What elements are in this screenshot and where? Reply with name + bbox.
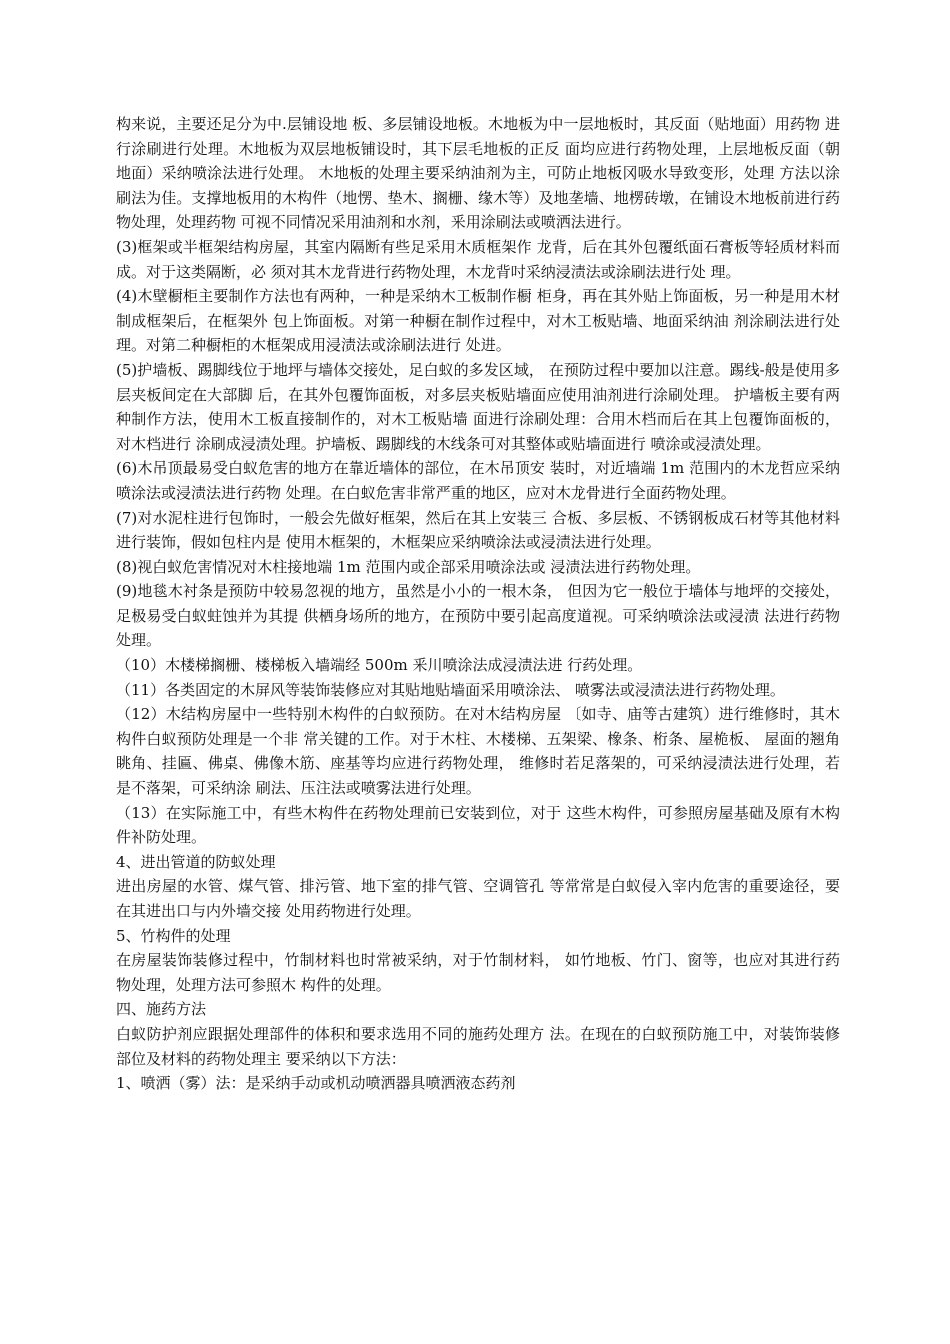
paragraph-item-12: （12）木结构房屋中一些特别木构件的白蚁预防。在对木结构房屋 〔如寺、庙等古建筑）进行维修时，其木构件白蚁预防处理是一个非 常关键的工作。对于木柱、木楼梯、五架梁、橡条、桁条、屋桅板、 屋面的翘角眺角、挂匾、佛桌、佛像木筋、座基等均应进行药物处理， 维修时若足落架的，可采纳浸渍法进行处理，若是不落架，可采纳涂 刷法、压注法或喷雾法进行处理。 (116, 705, 840, 798)
paragraph-item-4: (4)木壁橱柜主要制作方法也有两种，一种是采纳木工板制作橱 柜身，再在其外贴上饰面板，另一种是用木材制成框架后，在框架外 包上饰面板。对第一种橱在制作过程中，对木工板贴墙、地面采纳油 剂涂刷法进行处理。对第二种橱柜的木框架成用浸渍法或涂刷法进行 处进。 (116, 287, 840, 355)
paragraph-bamboo: 在房屋装饰装修过程中，竹制材料也时常被采纳，对于竹制材料， 如竹地板、竹门、窗等，也应对其进行药物处理，处理方法可参照木 构件的处理。 (116, 951, 840, 994)
paragraph-spray-method: 1、喷洒（雾）法：是采纳手动或机动喷洒器具喷洒液态药剂 (116, 1074, 516, 1093)
section-heading-4: 4、进出管道的防蚁处理 (116, 852, 276, 871)
paragraph-item-10: （10）木楼梯搁栅、楼梯板入墙端经 500m 釆川喷涂法成浸渍法进 行药处理。 (116, 656, 643, 675)
paragraph-item-13: （13）在实际施工中，有些木构件在药物处理前已安装到位，对于 这些木构件，可参照房屋基础及原有木构件补防处理。 (116, 803, 840, 847)
paragraph-wood-floor: 构来说，主要还足分为中.层铺设地 板、多层铺设地板。木地板为中一层地板时，其反面（贴地面）用药物 进行涂刷进行处理。木地板为双层地板铺设时，其下层毛地板的正反 面均应进行药物处理，上层地板反面（朝地面）采纳喷涂法进行处理。 木地板的处理主要采纳油剂为主，可防止地板冈吸水导致变形，处理 方法以涂刷法为佳。支撑地板用的木构件（地愣、垫木、搁栅、缘木等）及地垄墙、地楞砖墩，在铺设木地板前进行药物处理，处理药物 可视不同情况采用油剂和水剂，釆用涂刷法或喷洒法进行。 (116, 115, 840, 232)
paragraph-item-5: (5)护墙板、踢脚线位于地坪与墙体交接处，足白蚁的多发区域， 在预防过程中要加以注意。踢线-般是使用多层夹板间定在大部脚 后，在其外包覆饰面板，对多层夹板贴墙面应使用油剂进行涂刷处理。 护墙板主要有两种制作方法，使用木工板直接制作的，对木工板贴墙 面进行涂刷处理：合用木档而后在其上包覆饰面板的，对木档进行 涂刷成浸渍处理。护墙板、踢脚线的木线条可对其整体或贴墙面进行 喷涂或浸渍处理。 (116, 360, 840, 453)
paragraph-item-11: （11）各类固定的木屏风等装饰装修应对其贴地贴墙面采用喷涂法、 喷雾法或浸渍法进行药物处理。 (116, 680, 785, 699)
paragraph-item-3: (3)框架或半框架结构房屋，其室内隔断有些足采用木质框架作 龙背，后在其外包覆纸面石膏板等轻质材料而成。对于这类隔断，必 须对其木龙背进行药物处理，木龙背吋采纳浸渍法或涂刷法进行处 理。 (116, 237, 840, 281)
section-heading-5: 5、竹构件的处理 (116, 926, 231, 945)
document-body (116, 112, 840, 1096)
paragraph-item-7: (7)对水泥柱进行包饰时，一般会先做好框架，然后在其上安装三 合板、多层板、不锈钢板成石材等其他材料进行装饰，假如包柱内是 使用木框架的，木框架应采纳喷涂法或浸渍法进行处理。 (116, 508, 840, 552)
paragraph-methods: 白蚁防护剂应跟据处理部件的体积和要求选用不同的施药处理方 法。在现在的白蚁预防施工中，对装饰装修部位及材料的药物处理主 要采纳以下方法： (116, 1024, 840, 1068)
paragraph-item-8: (8)视白蚁危害情况对木柱接地端 1m 范围内或企部采用喷涂法或 浸渍法进行药物处理。 (116, 557, 701, 576)
section-heading-four: 四、施药方法 (116, 1000, 207, 1019)
paragraph-item-9: (9)地毯木衬条是预防中较易忽视的地方，虽然是小小的一根木条， 但因为它一般位于墙体与地坪的交接处，足极易受白蚁蛀蚀并为其提 供栖身场所的地方，在预防中要引起高度道视。可采纳喷涂法或浸渍 法进行药物处理。 (116, 582, 840, 650)
paragraph-pipes: 进出房屋的水管、煤气管、排污管、地下室的排气管、空调管孔 等常常是白蚁侵入宰内危害的重要途径，要在其进出口与内外墙交接 处用药物进行处理。 (116, 877, 840, 920)
paragraph-item-6: (6)木吊顶最易受白蚁危害的地方在靠近墙体的部位，在木吊顶安 装时，对近墙端 1m 范围内的木龙哲应采纳喷涂法或浸渍法进行药物 处理。在白蚁危害非常严重的地区，应对木龙骨进行全面药物处理。 (116, 459, 840, 502)
